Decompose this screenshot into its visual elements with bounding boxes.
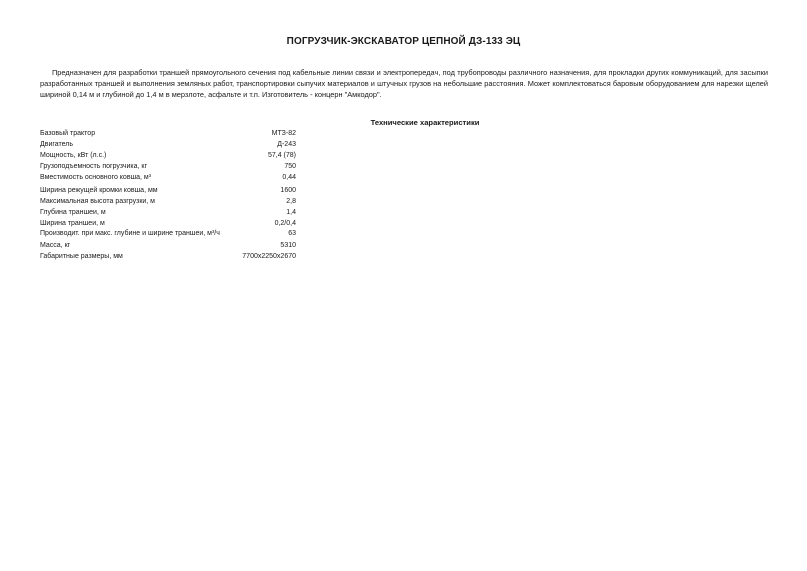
spec-value: Д-243 [277,141,296,148]
spec-row-power [40,151,296,161]
spec-value: МТЗ-82 [271,130,296,137]
spec-label: Мощность, кВт (л.с.) [40,152,107,159]
spec-row-bucket-volume [40,173,296,183]
spec-label: Ширина траншеи, м [40,220,105,227]
spec-label: Двигатель [40,141,74,148]
document-title: ПОГРУЗЧИК-ЭКСКАВАТОР ЦЕПНОЙ ДЗ-133 ЭЦ [286,36,521,47]
spec-label: Грузоподъемность погрузчика, кг [40,163,148,170]
spec-row-bucket-edge-width [40,186,296,196]
spec-row-loader-capacity [40,162,296,172]
spec-row-mass [40,241,296,251]
spec-value: 1,4 [286,209,296,216]
spec-row-trench-width [40,219,296,229]
spec-row-trench-depth [40,208,296,218]
spec-row-dimensions [40,252,296,262]
spec-label: Масса, кг [40,242,71,249]
spec-value: 750 [284,163,296,170]
spec-value: 7700х2250х2670 [242,253,296,260]
spec-label: Производит. при макс. глубине и ширине траншеи, м³/ч [40,230,220,237]
spec-label: Ширина режущей кромки ковша, мм [40,187,158,194]
spec-value: 0,44 [282,174,296,181]
spec-value: 0,2/0,4 [274,220,296,227]
spec-label: Максимальная высота разгрузки, м [40,198,155,205]
spec-value: 5310 [280,242,296,249]
spec-label: Базовый трактор [40,130,96,137]
spec-value: 1600 [280,187,296,194]
specs-heading: Технические характеристики [370,118,480,127]
spec-label: Глубина траншеи, м [40,209,106,216]
spec-value: 2,8 [286,198,296,205]
spec-row-engine [40,140,296,150]
spec-row-max-dump-height [40,197,296,207]
spec-label: Вместимость основного ковша, м³ [40,174,152,181]
spec-value: 57,4 (78) [267,152,296,159]
description-paragraph: Предназначен для разработки траншей прямоугольного сечения под кабельные линии связи и электропередач, под трубопроводы различного назначения, для прокладки других коммуникаций, для засыпки разработанных траншей и выполнения земляных работ, транспортировки сыпучих материалов и штучных грузов на небольшие расстояния. Может комплектоваться баровым оборудованием для нарезки щелей шириной 0,14 м и глубиной до 1,4 м в мерзлоте, асфальте и т.п. Изготовитель - концерн "Амкодор". [40,68,768,99]
spec-label: Габаритные размеры, мм [40,253,123,260]
spec-row-base-tractor [40,129,296,139]
spec-value: 63 [288,230,296,237]
spec-row-productivity [40,229,296,239]
